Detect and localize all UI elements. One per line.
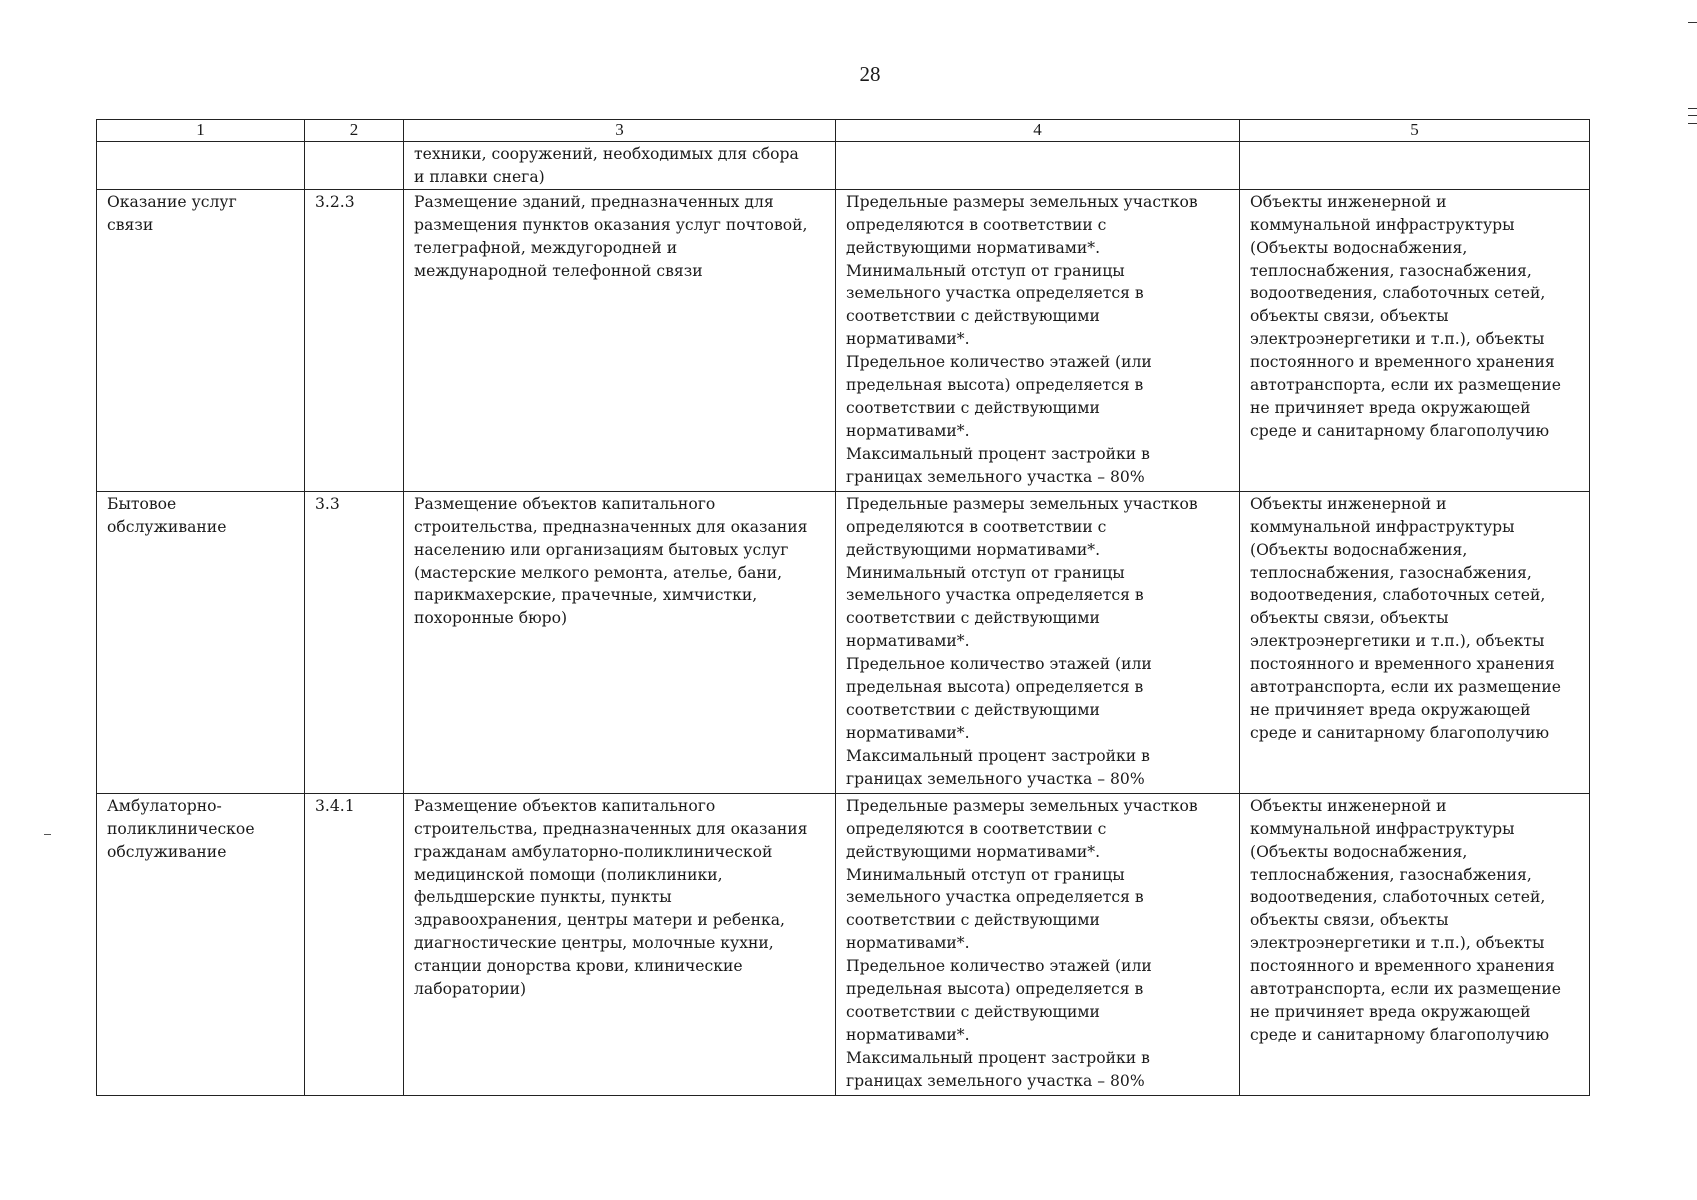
cell-land-use-type: Бытовое обслуживание [97,491,305,793]
table-row [97,189,1590,491]
cell-description: Размещение зданий, предназначенных для размещения пунктов оказания услуг почтовой, телеграфной, междугородней и международной телефонной связи [404,189,836,491]
cell-code: 3.4.1 [305,793,404,1095]
cell-description: техники, сооружений, необходимых для сбора и плавки снега) [404,142,836,190]
cell-land-use-type: Амбулаторно- поликлиническое обслуживание [97,793,305,1095]
header-cell-2: 2 [305,120,404,142]
cell-land-use-type [97,142,305,190]
margin-mark-top [1688,22,1697,23]
cell-auxiliary-uses [1240,142,1590,190]
scan-speck [44,834,51,835]
cell-auxiliary-uses: Объекты инженерной и коммунальной инфраструктуры (Объекты водоснабжения, теплоснабжения, газоснабжения, водоотведения, слаботочных сетей, объекты связи, объекты электроэнергетики и т.п.), объекты постоянного и временного хранения автотранспорта, если их размещение не причиняет вреда окружающей среде и санитарному благополучию [1240,491,1590,793]
cell-parameters: Предельные размеры земельных участков определяются в соответствии с действующими нормативами*. Минимальный отступ от границы земельного участка определяется в соответствии с действующими нормативами*. Предельное количество этажей (или предельная высота) определяется в соответствии с действующими нормативами*. Максимальный процент застройки в границах земельного участка – 80% [836,189,1240,491]
cell-auxiliary-uses: Объекты инженерной и коммунальной инфраструктуры (Объекты водоснабжения, теплоснабжения, газоснабжения, водоотведения, слаботочных сетей, объекты связи, объекты электроэнергетики и т.п.), объекты постоянного и временного хранения автотранспорта, если их размещение не причиняет вреда окружающей среде и санитарному благополучию [1240,189,1590,491]
table-row [97,142,1590,190]
cell-code: 3.2.3 [305,189,404,491]
cell-parameters: Предельные размеры земельных участков определяются в соответствии с действующими нормативами*. Минимальный отступ от границы земельного участка определяется в соответствии с действующими нормативами*. Предельное количество этажей (или предельная высота) определяется в соответствии с действующими нормативами*. Максимальный процент застройки в границах земельного участка – 80% [836,491,1240,793]
cell-parameters: Предельные размеры земельных участков определяются в соответствии с действующими нормативами*. Минимальный отступ от границы земельного участка определяется в соответствии с действующими нормативами*. Предельное количество этажей (или предельная высота) определяется в соответствии с действующими нормативами*. Максимальный процент застройки в границах земельного участка – 80% [836,793,1240,1095]
table-header-row [97,120,1590,142]
header-cell-4: 4 [836,120,1240,142]
margin-mark [1688,108,1697,124]
cell-description: Размещение объектов капитального строительства, предназначенных для оказания гражданам амбулаторно-поликлинической медицинской помощи (поликлиники, фельдшерские пункты, пункты здравоохранения, центры матери и ребенка, диагностические центры, молочные кухни, станции донорства крови, клинические лаборатории) [404,793,836,1095]
cell-auxiliary-uses: Объекты инженерной и коммунальной инфраструктуры (Объекты водоснабжения, теплоснабжения, газоснабжения, водоотведения, слаботочных сетей, объекты связи, объекты электроэнергетики и т.п.), объекты постоянного и временного хранения автотранспорта, если их размещение не причиняет вреда окружающей среде и санитарному благополучию [1240,793,1590,1095]
cell-code: 3.3 [305,491,404,793]
header-cell-5: 5 [1240,120,1590,142]
table-row [97,491,1590,793]
header-cell-1: 1 [97,120,305,142]
table-row [97,793,1590,1095]
page-number: 28 [859,62,881,86]
cell-parameters [836,142,1240,190]
cell-code [305,142,404,190]
header-cell-3: 3 [404,120,836,142]
regulations-table [96,119,1590,1096]
cell-description: Размещение объектов капитального строительства, предназначенных для оказания населению или организациям бытовых услуг (мастерские мелкого ремонта, ателье, бани, парикмахерские, прачечные, химчистки, похоронные бюро) [404,491,836,793]
cell-land-use-type: Оказание услуг связи [97,189,305,491]
